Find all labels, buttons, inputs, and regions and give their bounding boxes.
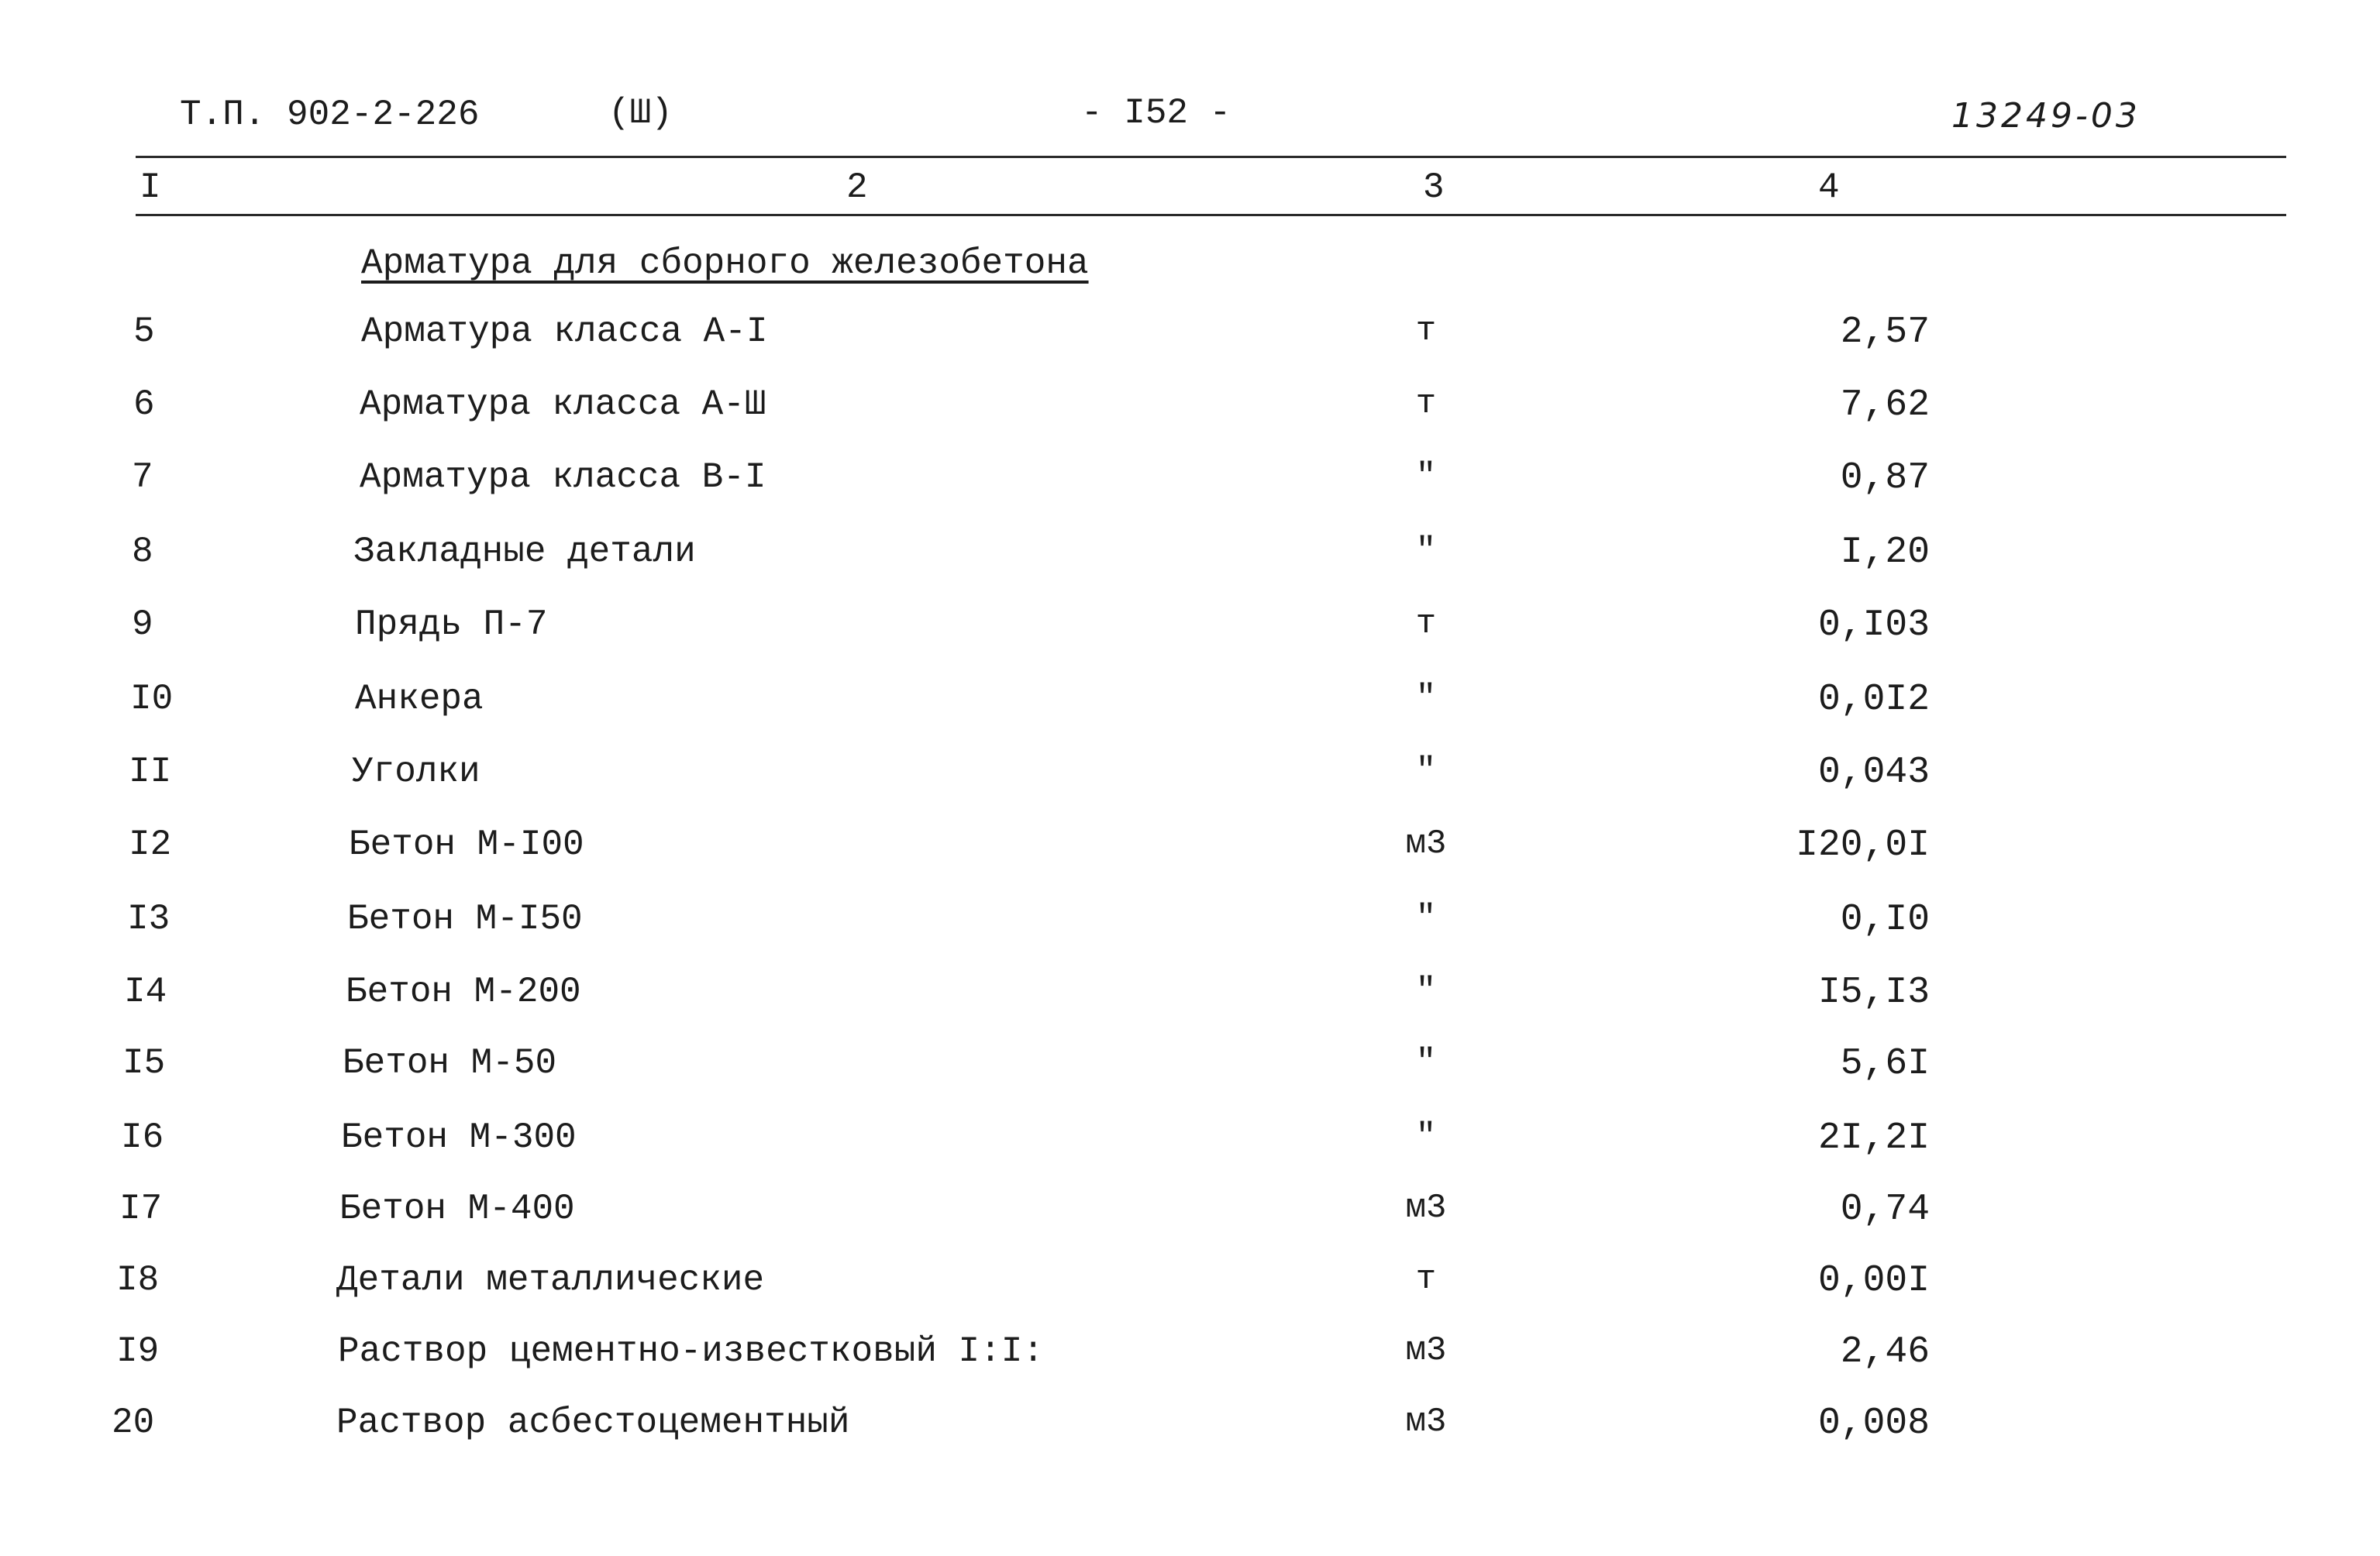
item-quantity: 5,6I [1840,1043,1930,1085]
column-header-2: 2 [846,167,868,208]
item-unit: т [1415,1260,1437,1299]
table-row [0,1189,2380,1262]
item-quantity: 0,74 [1840,1189,1930,1231]
column-header-3: 3 [1423,167,1445,208]
item-quantity: 0,00I [1817,1260,1930,1302]
item-name: Детали металлические [336,1260,765,1300]
item-name: Бетон М-300 [341,1117,577,1158]
item-quantity: 0,043 [1817,752,1930,793]
table-row [0,1117,2380,1190]
row-number: I4 [124,972,167,1012]
item-quantity: I,20 [1840,532,1930,573]
item-name: Арматура класса B-I [360,457,766,497]
table-row [0,312,2380,384]
row-number: 6 [133,384,155,425]
table-row [0,1260,2380,1333]
item-name: Бетон М-200 [346,972,581,1012]
item-name: Закладные детали [353,532,696,572]
item-name: Бетон М-I50 [347,899,583,939]
item-name: Арматура класса A-I [361,312,768,352]
item-quantity: 7,62 [1840,384,1930,426]
table-row [0,532,2380,604]
table-row [0,1331,2380,1404]
item-quantity: 2,57 [1840,312,1930,353]
table-row [0,1403,2380,1475]
item-unit: " [1415,532,1437,570]
item-name: Анкера [355,679,484,719]
column-header-1: I [139,167,161,208]
item-unit: " [1415,972,1437,1010]
item-name: Раствор асбестоцементный [336,1403,850,1443]
project-code: Т.П. 902-2-226 [180,95,480,135]
item-quantity: 0,87 [1840,457,1930,499]
table-row [0,899,2380,972]
row-number: 20 [112,1403,155,1443]
item-unit: т [1415,384,1437,423]
item-name: Бетон М-I00 [349,824,584,865]
row-number: I8 [116,1260,160,1300]
item-quantity: 0,008 [1817,1403,1930,1444]
item-name: Раствор цементно-известковый I:I: [338,1331,1044,1372]
item-unit: т [1415,604,1437,643]
row-number: I7 [119,1189,163,1229]
item-unit: т [1415,312,1437,350]
document-number: 13249-03 [1951,96,2141,136]
table-row [0,1043,2380,1116]
table-row [0,384,2380,457]
row-number: I5 [122,1043,166,1083]
item-unit: " [1415,1117,1437,1156]
row-number: 8 [132,532,153,572]
item-name: Арматура класса A-Ш [360,384,766,425]
row-number: I2 [129,824,172,865]
item-unit: м3 [1405,1403,1447,1441]
row-number: 7 [132,457,153,497]
table-row [0,604,2380,677]
item-unit: м3 [1405,1189,1447,1227]
item-unit: " [1415,1043,1437,1082]
item-unit: " [1415,899,1437,938]
item-name: Бетон М-400 [339,1189,575,1229]
header-top-rule [136,156,2286,158]
row-number: I0 [130,679,174,719]
item-name: Уголки [352,752,480,792]
item-unit: " [1415,752,1437,790]
item-name: Прядь П-7 [355,604,548,645]
row-number: I3 [127,899,170,939]
item-quantity: 0,I03 [1817,604,1930,646]
table-row [0,824,2380,897]
header-bottom-rule [136,214,2286,216]
item-quantity: I5,I3 [1817,972,1930,1014]
item-unit: " [1415,679,1437,718]
item-name: Бетон М-50 [343,1043,557,1083]
row-number: II [129,752,172,792]
row-number: 5 [133,312,155,352]
row-number: I9 [116,1331,160,1372]
section-mark: (Ш) [608,93,673,133]
section-title: Арматура для сборного железобетона [361,243,1089,284]
item-quantity: 0,0I2 [1817,679,1930,721]
item-unit: " [1415,457,1437,496]
item-quantity: 2I,2I [1817,1117,1930,1159]
item-quantity: I20,0I [1796,824,1930,866]
page-number: - I52 - [1081,93,1231,133]
row-number: 9 [132,604,153,645]
column-header-4: 4 [1818,167,1840,208]
table-row [0,457,2380,530]
item-unit: м3 [1405,824,1447,863]
table-row [0,972,2380,1045]
item-unit: м3 [1405,1331,1447,1370]
item-quantity: 2,46 [1840,1331,1930,1373]
table-row [0,752,2380,824]
row-number: I6 [121,1117,164,1158]
table-row [0,679,2380,752]
item-quantity: 0,I0 [1840,899,1930,941]
